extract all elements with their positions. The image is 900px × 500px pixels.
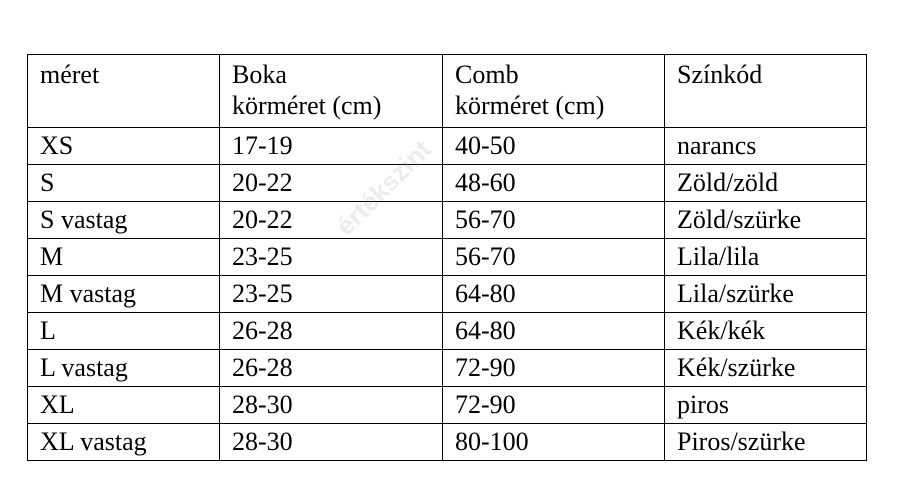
thigh-cell: 72-90 <box>443 387 665 424</box>
header-ankle <box>220 55 443 128</box>
size-table-body <box>28 55 867 461</box>
ankle-cell: 23-25 <box>220 239 443 276</box>
header-thigh-line: Comb <box>455 60 519 89</box>
thigh-cell: 40-50 <box>443 128 665 165</box>
thigh-cell: 64-80 <box>443 276 665 313</box>
header-row <box>28 55 867 128</box>
color-code-cell: Lila/szürke <box>665 276 867 313</box>
size-cell: L vastag <box>28 350 220 387</box>
color-code-cell: Zöld/szürke <box>665 202 867 239</box>
ankle-cell: 28-30 <box>220 387 443 424</box>
thigh-cell: 64-80 <box>443 313 665 350</box>
color-code-cell: Piros/szürke <box>665 424 867 461</box>
size-cell: M <box>28 239 220 276</box>
header-size <box>28 55 220 128</box>
table-row <box>28 313 867 350</box>
table-row <box>28 202 867 239</box>
table-row <box>28 239 867 276</box>
thigh-cell: 48-60 <box>443 165 665 202</box>
ankle-cell: 17-19 <box>220 128 443 165</box>
size-cell: M vastag <box>28 276 220 313</box>
color-code-cell: Zöld/zöld <box>665 165 867 202</box>
size-cell: XS <box>28 128 220 165</box>
size-cell: S <box>28 165 220 202</box>
header-ankle-line: Boka <box>232 60 287 89</box>
table-row <box>28 387 867 424</box>
header-color-code-line: Színkód <box>677 60 763 89</box>
table-row <box>28 350 867 387</box>
table-row <box>28 276 867 313</box>
ankle-cell: 20-22 <box>220 202 443 239</box>
table-row <box>28 165 867 202</box>
table-row <box>28 424 867 461</box>
header-thigh <box>443 55 665 128</box>
ankle-cell: 28-30 <box>220 424 443 461</box>
size-cell: XL <box>28 387 220 424</box>
ankle-cell: 26-28 <box>220 350 443 387</box>
color-code-cell: Lila/lila <box>665 239 867 276</box>
ankle-cell: 23-25 <box>220 276 443 313</box>
thigh-cell: 56-70 <box>443 239 665 276</box>
color-code-cell: piros <box>665 387 867 424</box>
size-cell: XL vastag <box>28 424 220 461</box>
color-code-cell: narancs <box>665 128 867 165</box>
table-row <box>28 128 867 165</box>
size-table <box>27 54 867 461</box>
ankle-cell: 26-28 <box>220 313 443 350</box>
header-thigh-line: körméret (cm) <box>455 91 605 120</box>
thigh-cell: 80-100 <box>443 424 665 461</box>
size-cell: S vastag <box>28 202 220 239</box>
header-size-line: méret <box>40 60 100 89</box>
thigh-cell: 56-70 <box>443 202 665 239</box>
ankle-cell: 20-22 <box>220 165 443 202</box>
watermark-text: értékszint <box>330 134 438 242</box>
size-cell: L <box>28 313 220 350</box>
thigh-cell: 72-90 <box>443 350 665 387</box>
color-code-cell: Kék/szürke <box>665 350 867 387</box>
header-ankle-line: körméret (cm) <box>232 91 382 120</box>
color-code-cell: Kék/kék <box>665 313 867 350</box>
header-color-code <box>665 55 867 128</box>
